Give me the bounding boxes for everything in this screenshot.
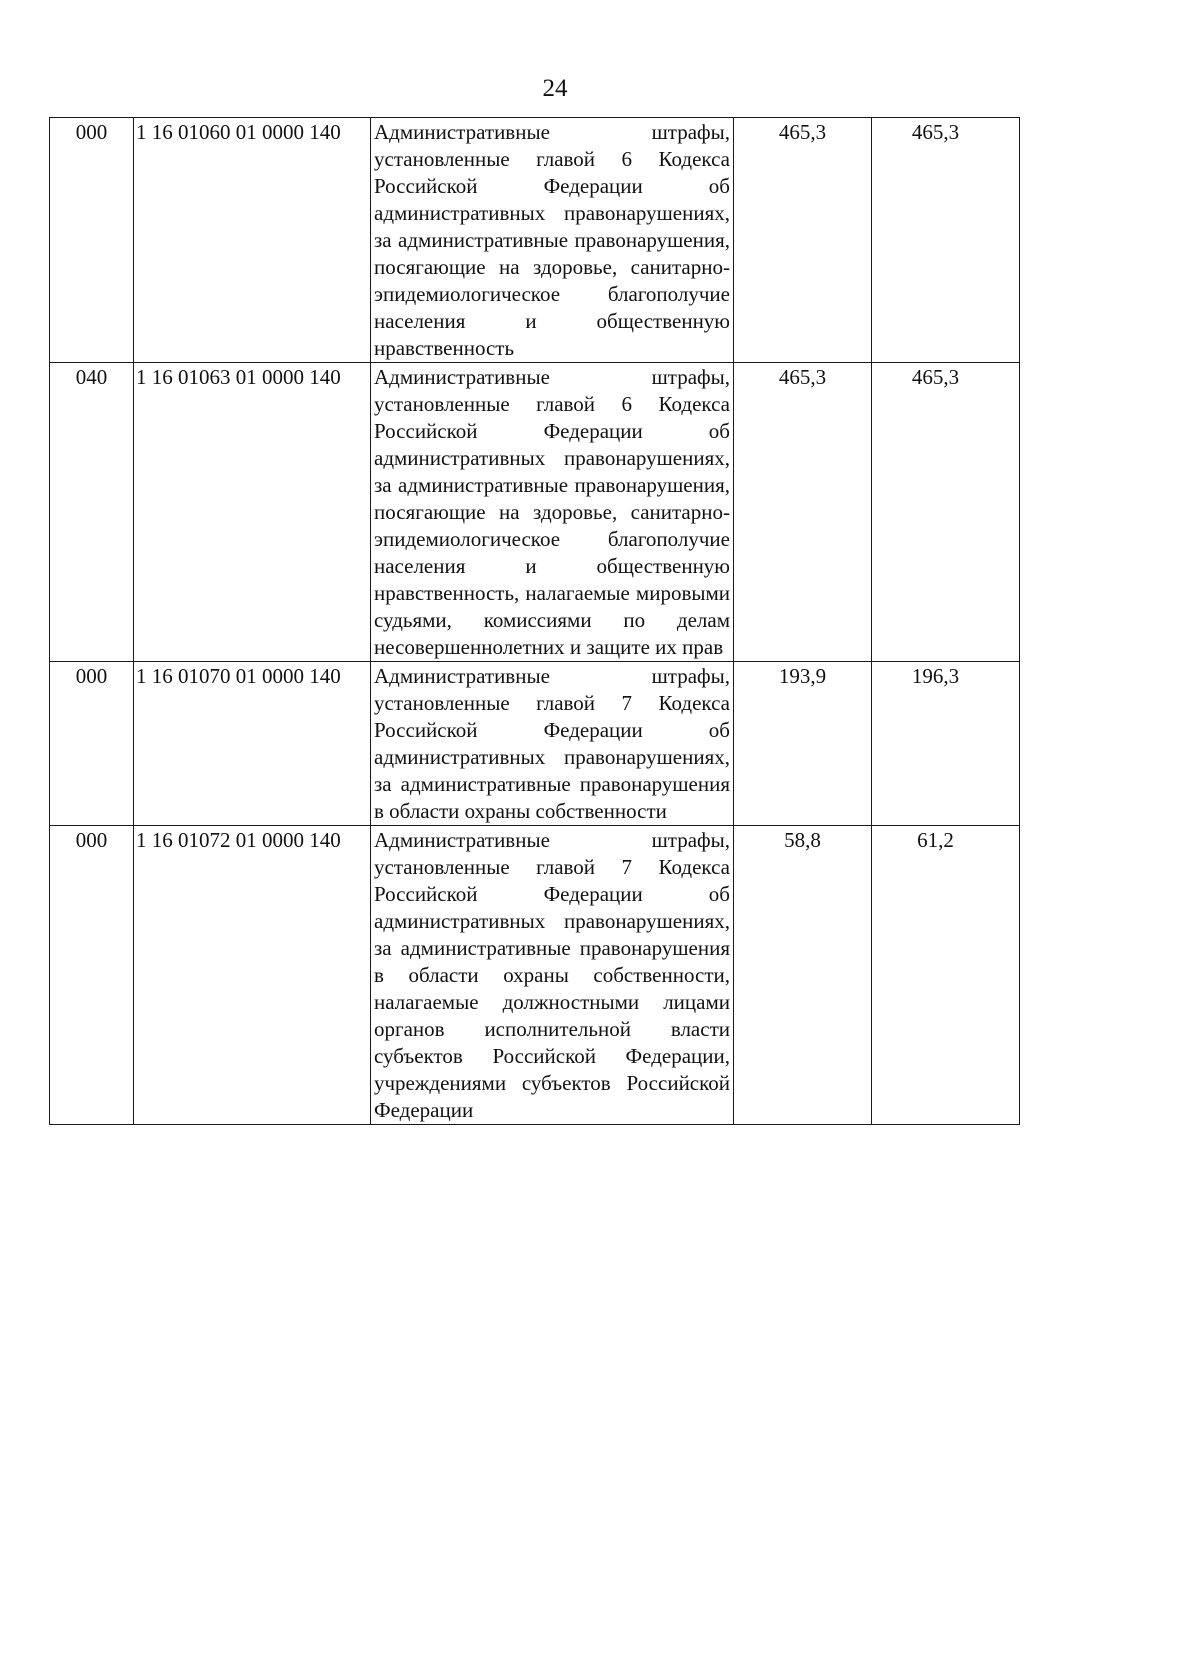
admin-code-cell: 000 — [50, 662, 134, 826]
admin-code-cell: 040 — [50, 363, 134, 662]
table-row — [50, 118, 1020, 363]
value-2-cell: 196,3 — [872, 662, 1020, 826]
admin-code-cell: 000 — [50, 826, 134, 1125]
revenue-name-cell: Административные штрафы, установленные главой 7 Кодекса Российской Федерации об административных правонарушениях, за административные правонарушения в области охраны собственности — [371, 662, 734, 826]
value-2-cell: 465,3 — [872, 363, 1020, 662]
revenue-name-cell: Административные штрафы, установленные главой 6 Кодекса Российской Федерации об административных правонарушениях, за административные правонарушения, посягающие на здоровье, санитарно-эпидемиологическое благополучие населения и общественную нравственность, налагаемые мировыми судьями, комиссиями по делам несовершеннолетних и защите их прав — [371, 363, 734, 662]
value-1-cell: 58,8 — [734, 826, 872, 1125]
value-2-cell: 465,3 — [872, 118, 1020, 363]
value-1-cell: 193,9 — [734, 662, 872, 826]
revenue-name-cell: Административные штрафы, установленные главой 7 Кодекса Российской Федерации об административных правонарушениях, за административные правонарушения в области охраны собственности, налагаемые должностными лицами органов исполнительной власти субъектов Российской Федерации, учреждениями субъектов Российской Федерации — [371, 826, 734, 1125]
budget-code-cell: 1 16 01060 01 0000 140 — [134, 118, 371, 363]
table-row — [50, 363, 1020, 662]
page-number: 24 — [542, 75, 568, 102]
value-1-cell: 465,3 — [734, 363, 872, 662]
value-2-cell: 61,2 — [872, 826, 1020, 1125]
budget-code-cell: 1 16 01070 01 0000 140 — [134, 662, 371, 826]
budget-table — [49, 117, 1020, 1125]
budget-code-cell: 1 16 01063 01 0000 140 — [134, 363, 371, 662]
admin-code-cell: 000 — [50, 118, 134, 363]
table-row — [50, 662, 1020, 826]
table-row — [50, 826, 1020, 1125]
value-1-cell: 465,3 — [734, 118, 872, 363]
revenue-name-cell: Административные штрафы, установленные главой 6 Кодекса Российской Федерации об административных правонарушениях, за административные правонарушения, посягающие на здоровье, санитарно-эпидемиологическое благополучие населения и общественную нравственность — [371, 118, 734, 363]
budget-code-cell: 1 16 01072 01 0000 140 — [134, 826, 371, 1125]
